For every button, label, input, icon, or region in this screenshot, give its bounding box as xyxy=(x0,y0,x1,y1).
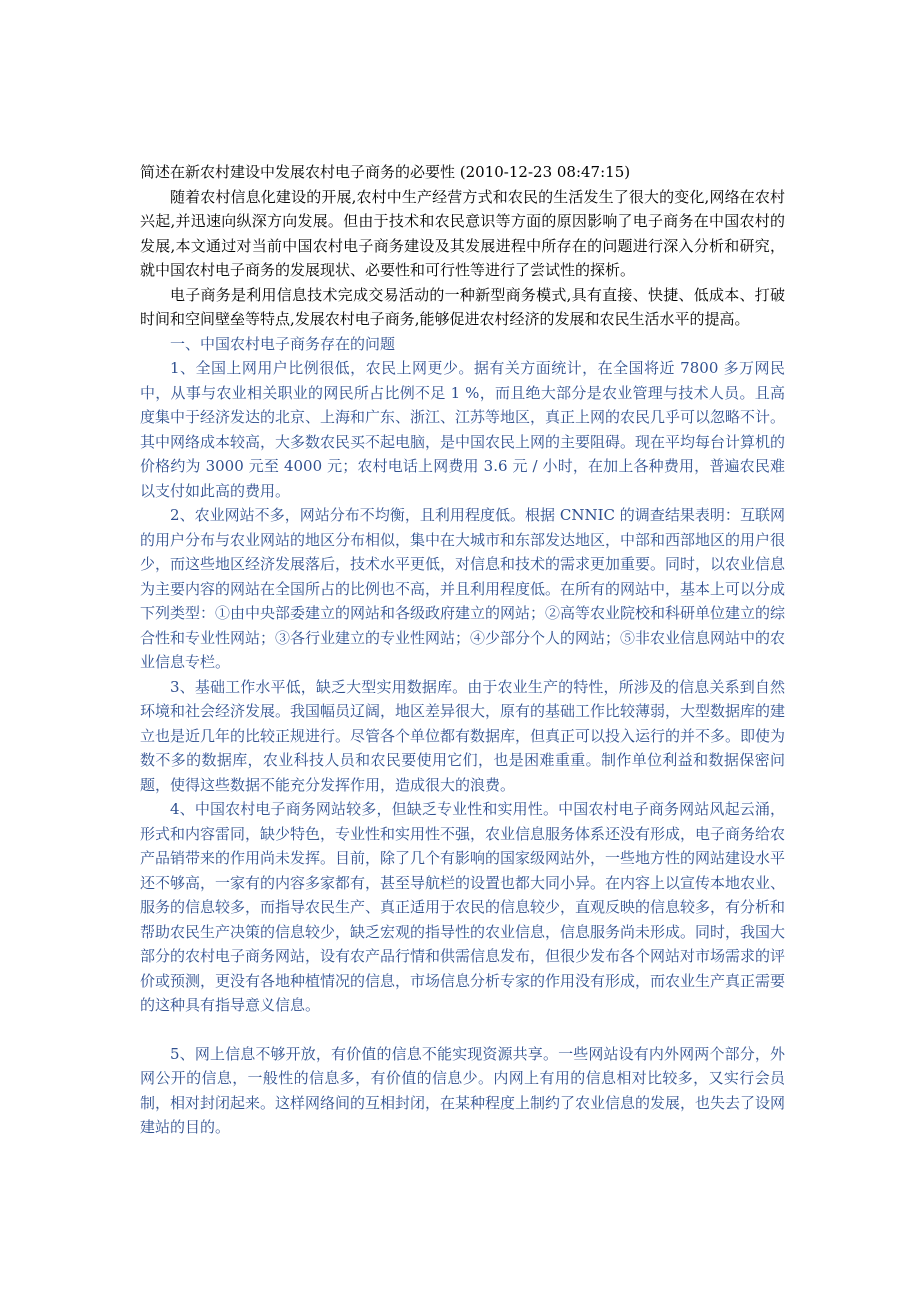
point-paragraph-4: 4、中国农村电子商务网站较多，但缺乏专业性和实用性。中国农村电子商务网站风起云涌，形式和内容雷同，缺少特色，专业性和实用性不强，农业信息服务体系还没有形成，电子商务给农产品销带来的作用尚未发挥。目前，除了几个有影响的国家级网站外，一些地方性的网站建设水平还不够高，一家有的内容多家都有，甚至导航栏的设置也都大同小异。在内容上以宣传本地农业、服务的信息较多，而指导农民生产、真正适用于农民的信息较少，直观反映的信息较多，有分析和帮助农民生产决策的信息较少，缺乏宏观的指导性的农业信息，信息服务尚未形成。同时，我国大部分的农村电子商务网站，设有农产品行情和供需信息发布，但很少发布各个网站对市场需求的评价或预测，更没有各地种植情况的信息，市场信息分析专家的作用没有形成，而农业生产真正需要的这种具有指导意义信息。 xyxy=(140,800,786,1014)
point-paragraph-2: 2、农业网站不多，网站分布不均衡，且利用程度低。根据 CNNIC 的调查结果表明：互联网的用户分布与农业网站的地区分布相似，集中在大城市和东部发达地区，中部和西部地区的用户很少，而这些地区经济发展落后，技术水平更低，对信息和技术的需求更加重要。同时，以农业信息为主要内容的网站在全国所占的比例也不高，并且利用程度低。在所有的网站中，基本上可以分成下列类型：①由中央部委建立的网站和各级政府建立的网站；②高等农业院校和科研单位建立的综合性和专业性网站；③各行业建立的专业性网站；④少部分个人的网站；⑤非农业信息网站中的农业信息专栏。 xyxy=(140,506,786,671)
intro-paragraph-2: 电子商务是利用信息技术完成交易活动的一种新型商务模式,具有直接、快捷、低成本、打破时间和空间壁垒等特点,发展农村电子商务,能够促进农村经济的发展和农民生活水平的提高。 xyxy=(140,285,785,328)
point-paragraph-3: 3、基础工作水平低，缺乏大型实用数据库。由于农业生产的特性，所涉及的信息关系到自然环境和社会经济发展。我国幅员辽阔，地区差异很大，原有的基础工作比较薄弱，大型数据库的建立也是近几年的比较正规进行。尽管各个单位都有数据库，但真正可以投入运行的并不多。即使为数不多的数据库，农业科技人员和农民要使用它们，也是困难重重。制作单位利益和数据保密问题，使得这些数据不能充分发挥作用，造成很大的浪费。 xyxy=(140,677,786,794)
intro-paragraph-1: 随着农村信息化建设的开展,农村中生产经营方式和农民的生活发生了很大的变化,网络在农村兴起,并迅速向纵深方向发展。但由于技术和农民意识等方面的原因影响了电子商务在中国农村的发展,本文通过对当前中国农村电子商务建设及其发展进程中所存在的问题进行深入分析和研究，就中国农村电子商务的发展现状、必要性和可行性等进行了尝试性的探析。 xyxy=(140,187,785,279)
section-heading: 一、中国农村电子商务存在的问题 xyxy=(170,334,396,353)
paragraph-gap xyxy=(140,1018,785,1042)
point-paragraph-1: 1、全国上网用户比例很低，农民上网更少。据有关方面统计，在全国将近 7800 多万网民中，从事与农业相关职业的网民所占比例不足 1 %，而且绝大部分是农业管理与技术人员。且高度集中于经济发达的北京、上海和广东、浙江、江苏等地区，真正上网的农民几乎可以忽略不计。其中网络成本较高，大多数农民买不起电脑，是中国农民上网的主要阻碍。现在平均每台计算机的价格约为 3000 元至 4000 元；农村电话上网费用 3.6 元 / 小时，在加上各种费用，普遍农民难以支付如此高的费用。 xyxy=(140,359,786,500)
document-body xyxy=(140,160,785,1140)
document-title: 简述在新农村建设中发展农村电子商务的必要性 (2010-12-23 08:47:15) xyxy=(140,163,631,181)
point-paragraph-5: 5、网上信息不够开放，有价值的信息不能实现资源共享。一些网站设有内外网两个部分，外网公开的信息，一般性的信息多，有价值的信息少。内网上有用的信息相对比较多，又实行会员制，相对封闭起来。这样网络间的互相封闭，在某种程度上制约了农业信息的发展，也失去了设网建站的目的。 xyxy=(140,1044,786,1136)
